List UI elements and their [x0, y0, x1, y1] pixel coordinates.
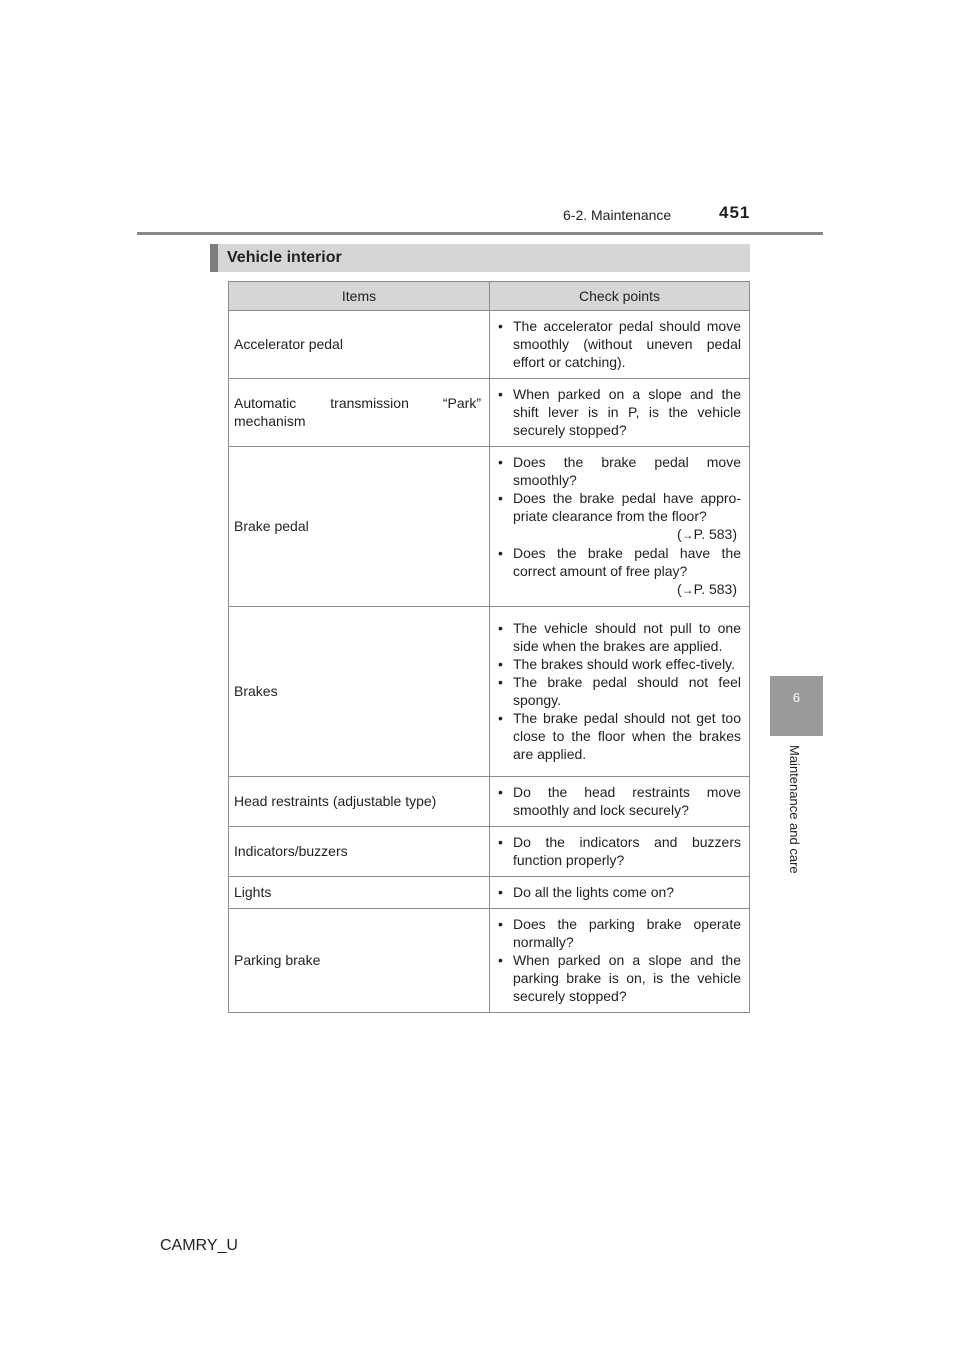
- check-points-cell: [490, 877, 750, 909]
- table-row: [229, 311, 750, 379]
- chapter-number: 6: [792, 690, 801, 705]
- check-point: • The brake pedal should not feel spongy.: [495, 673, 741, 709]
- check-point: • Do the head restraints move smoothly and lock securely?: [495, 783, 741, 819]
- item-cell: Automatic transmission “Park” mechanism: [229, 379, 490, 447]
- check-point: • The brakes should work effec-tively.: [495, 655, 741, 673]
- column-header-check-points: Check points: [490, 282, 750, 311]
- page-number: 451: [719, 203, 751, 222]
- item-cell: Indicators/buzzers: [229, 827, 490, 877]
- table-row: [229, 777, 750, 827]
- chapter-tab: [770, 676, 823, 736]
- check-points-cell: [490, 827, 750, 877]
- arrow-right-icon: →: [681, 528, 694, 542]
- check-point-text: Does the brake pedal move smoothly?: [513, 454, 741, 488]
- chapter-label: Maintenance and care: [787, 745, 802, 874]
- table-row: [229, 379, 750, 447]
- table-row: [229, 909, 750, 1013]
- section-heading: Vehicle interior: [210, 244, 750, 272]
- page-reference-text: P. 583: [693, 581, 733, 597]
- page-reference-text: P. 583: [693, 526, 733, 542]
- header-divider: [137, 232, 823, 235]
- check-point: • When parked on a slope and the shift lever is in P, is the vehicle securely stopped?: [495, 385, 741, 439]
- check-points-cell: [490, 379, 750, 447]
- check-points-cell: [490, 311, 750, 379]
- item-cell: Head restraints (adjustable type): [229, 777, 490, 827]
- check-point: • Do all the lights come on?: [495, 883, 741, 901]
- item-cell: Lights: [229, 877, 490, 909]
- check-point: [495, 453, 741, 489]
- check-points-cell: [490, 777, 750, 827]
- check-point: • Do the indicators and buzzers function properly?: [495, 833, 741, 869]
- check-point: • The vehicle should not pull to one side when the brakes are applied.: [495, 619, 741, 655]
- page-reference[interactable]: (→P. 583): [676, 526, 737, 542]
- check-point: • The accelerator pedal should move smoothly (without uneven pedal effort or catching).: [495, 317, 741, 371]
- table-row: [229, 607, 750, 777]
- item-cell: Parking brake: [229, 909, 490, 1013]
- check-points-cell: [490, 447, 750, 607]
- item-cell: Brake pedal: [229, 447, 490, 607]
- table-row: [229, 447, 750, 607]
- column-header-items: Items: [229, 282, 490, 311]
- table-row: [229, 827, 750, 877]
- check-point: • The brake pedal should not get too close to the floor when the brakes are applied.: [495, 709, 741, 763]
- header-section-title: 6-2. Maintenance: [563, 207, 672, 223]
- check-point: • Does the parking brake operate normally?: [495, 915, 741, 951]
- inspection-table: [228, 281, 750, 1013]
- check-point: [495, 544, 741, 599]
- check-points-cell: [490, 909, 750, 1013]
- check-points-cell: [490, 607, 750, 777]
- table-row: [229, 877, 750, 909]
- item-cell: Accelerator pedal: [229, 311, 490, 379]
- check-point-text: Does the brake pedal have appro-priate clearance from the floor?: [513, 490, 741, 524]
- check-point: • When parked on a slope and the parking brake is on, is the vehicle securely stopped?: [495, 951, 741, 1005]
- arrow-right-icon: →: [681, 583, 694, 597]
- item-cell: Brakes: [229, 607, 490, 777]
- table-header-row: [229, 282, 750, 311]
- page-reference[interactable]: (→P. 583): [676, 581, 737, 597]
- check-point: [495, 489, 741, 544]
- footer-model-code: CAMRY_U: [160, 1237, 238, 1254]
- check-point-text: Does the brake pedal have the correct amount of free play?: [513, 545, 741, 579]
